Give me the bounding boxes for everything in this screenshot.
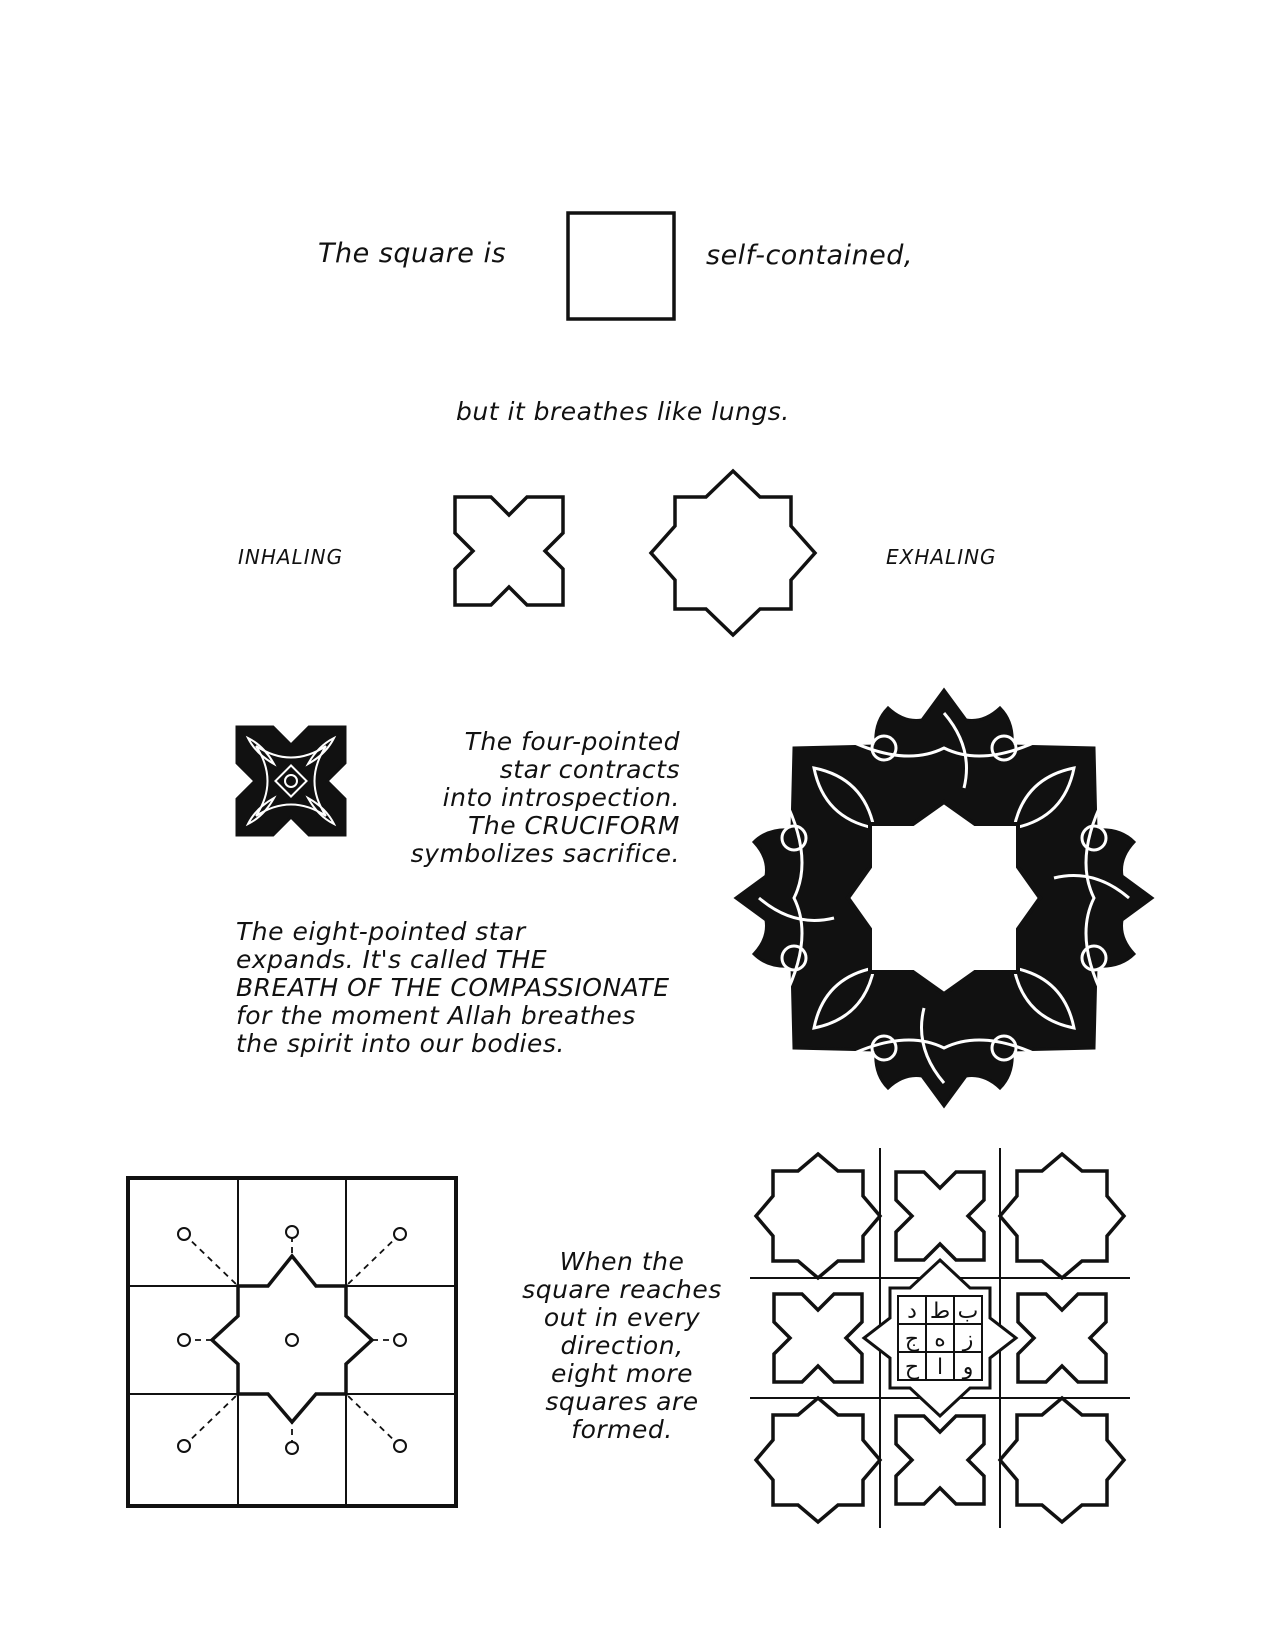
squares-line: square reaches [522,1275,722,1304]
eight-point-line: BREATH OF THE COMPASSIONATE [236,973,670,1002]
label-inhaling: INHALING [238,545,344,569]
four-point-line: symbolizes sacrifice. [410,839,680,868]
squares-line: direction, [560,1331,684,1360]
star-tessellation [750,1148,1130,1528]
ornamental-cross-tile [234,724,354,844]
squares-line: squares are [545,1387,699,1416]
eight-point-star-text [236,918,670,1058]
ornamental-rosette [734,688,1154,1108]
magic-square-cell: ه [934,1327,946,1352]
four-point-line: star contracts [499,755,680,784]
magic-square-cell: د [907,1299,917,1324]
squares-line: eight more [550,1359,694,1388]
four-point-star-text [380,728,680,868]
caption-breathes: but it breathes like lungs. [456,397,790,426]
four-point-line: The four-pointed [464,727,680,756]
eight-point-line: The eight-pointed star [236,917,526,946]
four-point-line: into introspection. [442,783,680,812]
squares-formed-text [512,1248,732,1444]
magic-square-cell: ط [929,1299,951,1324]
magic-square-cell: ز [962,1327,974,1352]
eight-point-line: for the moment Allah breathes [236,1001,636,1030]
magic-square-cell: ا [936,1355,944,1380]
caption-square-right: self-contained, [706,240,914,271]
square-figure [566,211,676,321]
eight-point-line: expands. It's called THE [236,945,548,974]
magic-square-cell: ج [904,1327,920,1352]
squares-line: out in every [543,1303,701,1332]
magic-square-cell: ح [904,1355,920,1380]
label-exhaling: EXHALING [886,545,997,569]
magic-square-cell: ب [957,1299,979,1324]
caption-square-left: The square is [318,238,507,269]
magic-square-letters [905,1299,978,1380]
squares-line: formed. [571,1415,673,1444]
eight-point-line: the spirit into our bodies. [236,1029,565,1058]
cross-star-outline [452,494,572,614]
squares-line: When the [559,1247,685,1276]
magic-square-cell: و [962,1355,974,1380]
grid-star-diagram [126,1176,470,1520]
eight-point-star-outline [648,468,818,638]
four-point-line: The CRUCIFORM [468,811,680,840]
